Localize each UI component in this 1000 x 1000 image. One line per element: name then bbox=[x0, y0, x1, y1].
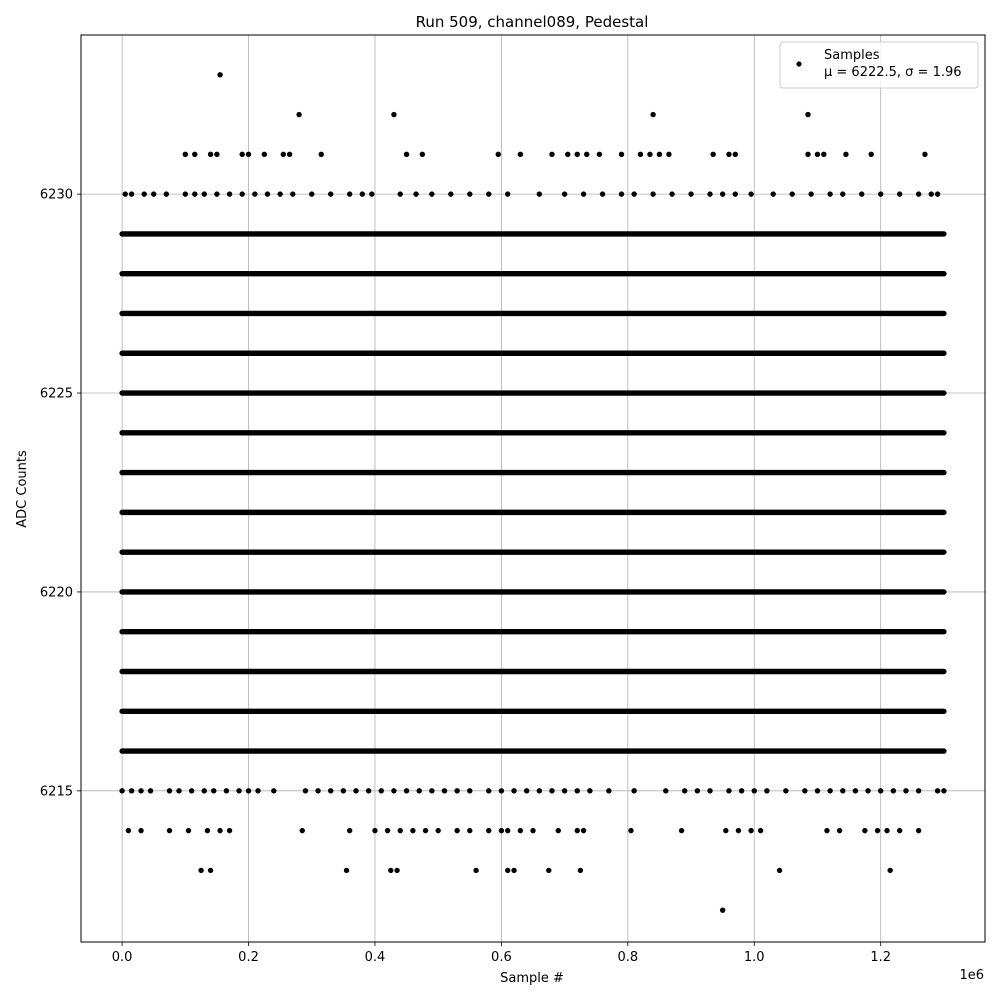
legend bbox=[780, 42, 978, 88]
data-point bbox=[587, 788, 592, 793]
data-point bbox=[404, 788, 409, 793]
x-axis-offset-label: 1e6 bbox=[959, 968, 984, 983]
data-point bbox=[628, 828, 633, 833]
data-points bbox=[119, 72, 946, 913]
data-point bbox=[537, 191, 542, 196]
data-point bbox=[789, 191, 794, 196]
data-point bbox=[736, 828, 741, 833]
data-point bbox=[303, 788, 308, 793]
data-point bbox=[710, 152, 715, 157]
data-point bbox=[388, 868, 393, 873]
data-point bbox=[748, 828, 753, 833]
data-point bbox=[328, 788, 333, 793]
data-point bbox=[202, 191, 207, 196]
data-point bbox=[429, 191, 434, 196]
data-point bbox=[328, 191, 333, 196]
data-point bbox=[575, 828, 580, 833]
data-point bbox=[353, 788, 358, 793]
grid-lines bbox=[81, 35, 985, 942]
data-point bbox=[341, 788, 346, 793]
data-point bbox=[865, 788, 870, 793]
x-tick-label: 0.6 bbox=[491, 950, 512, 965]
data-point bbox=[183, 152, 188, 157]
data-point bbox=[739, 788, 744, 793]
data-point bbox=[666, 152, 671, 157]
data-point bbox=[129, 788, 134, 793]
y-tick-label: 6225 bbox=[39, 386, 73, 402]
data-point bbox=[505, 191, 510, 196]
data-point bbox=[227, 828, 232, 833]
data-point bbox=[663, 788, 668, 793]
data-point bbox=[707, 191, 712, 196]
data-point bbox=[688, 191, 693, 196]
data-point bbox=[435, 828, 440, 833]
data-point bbox=[916, 788, 921, 793]
y-axis-ticks bbox=[40, 188, 81, 800]
data-point bbox=[922, 152, 927, 157]
data-point bbox=[843, 152, 848, 157]
y-axis-label: ADC Counts bbox=[15, 450, 30, 528]
data-point bbox=[240, 152, 245, 157]
data-point bbox=[869, 152, 874, 157]
data-point bbox=[344, 868, 349, 873]
data-point bbox=[530, 828, 535, 833]
data-point bbox=[290, 191, 295, 196]
data-point bbox=[448, 191, 453, 196]
data-point bbox=[255, 788, 260, 793]
data-point bbox=[935, 788, 940, 793]
data-point bbox=[875, 828, 880, 833]
data-point bbox=[619, 191, 624, 196]
plot-frame bbox=[81, 35, 985, 942]
data-point bbox=[916, 191, 921, 196]
data-point bbox=[189, 788, 194, 793]
data-point bbox=[758, 828, 763, 833]
data-point bbox=[707, 788, 712, 793]
data-point bbox=[935, 191, 940, 196]
data-point bbox=[236, 788, 241, 793]
data-point bbox=[369, 191, 374, 196]
x-tick-label: 1.0 bbox=[743, 950, 765, 965]
data-point bbox=[679, 828, 684, 833]
data-point bbox=[486, 788, 491, 793]
data-point bbox=[878, 191, 883, 196]
data-point bbox=[840, 788, 845, 793]
x-axis-ticks bbox=[112, 942, 891, 965]
data-point bbox=[214, 152, 219, 157]
data-point bbox=[824, 828, 829, 833]
data-point bbox=[575, 152, 580, 157]
data-point bbox=[281, 152, 286, 157]
data-point bbox=[319, 152, 324, 157]
chart-title: Run 509, channel089, Pedestal bbox=[415, 13, 649, 31]
data-point bbox=[119, 788, 124, 793]
data-point bbox=[650, 191, 655, 196]
data-point bbox=[695, 788, 700, 793]
data-point bbox=[777, 868, 782, 873]
data-point bbox=[638, 152, 643, 157]
data-point bbox=[505, 828, 510, 833]
data-point bbox=[176, 788, 181, 793]
data-point bbox=[584, 152, 589, 157]
data-point bbox=[217, 828, 222, 833]
data-point bbox=[473, 868, 478, 873]
data-point bbox=[347, 191, 352, 196]
data-point bbox=[123, 191, 128, 196]
data-point bbox=[808, 191, 813, 196]
data-point bbox=[372, 828, 377, 833]
data-point bbox=[549, 152, 554, 157]
data-point bbox=[398, 828, 403, 833]
data-point bbox=[581, 191, 586, 196]
data-point bbox=[631, 788, 636, 793]
y-tick-label: 6215 bbox=[39, 784, 73, 800]
data-point bbox=[853, 788, 858, 793]
data-point bbox=[486, 828, 491, 833]
data-point bbox=[837, 828, 842, 833]
data-point bbox=[581, 828, 586, 833]
x-tick-label: 0.8 bbox=[617, 950, 639, 965]
data-point bbox=[805, 112, 810, 117]
data-point bbox=[423, 828, 428, 833]
data-point bbox=[815, 152, 820, 157]
data-point bbox=[151, 191, 156, 196]
data-point bbox=[887, 868, 892, 873]
data-point bbox=[205, 828, 210, 833]
data-point bbox=[429, 788, 434, 793]
data-point bbox=[192, 191, 197, 196]
data-point bbox=[183, 191, 188, 196]
data-point bbox=[202, 788, 207, 793]
data-point bbox=[467, 828, 472, 833]
data-point bbox=[198, 868, 203, 873]
data-point bbox=[240, 191, 245, 196]
data-point bbox=[394, 868, 399, 873]
data-point bbox=[309, 191, 314, 196]
data-point bbox=[546, 868, 551, 873]
data-point bbox=[862, 828, 867, 833]
data-point bbox=[142, 191, 147, 196]
data-point bbox=[565, 152, 570, 157]
data-point bbox=[891, 788, 896, 793]
data-point bbox=[518, 828, 523, 833]
x-tick-label: 0.4 bbox=[364, 950, 386, 965]
data-point bbox=[467, 788, 472, 793]
data-point bbox=[752, 788, 757, 793]
data-point bbox=[827, 191, 832, 196]
data-point bbox=[404, 152, 409, 157]
data-point bbox=[821, 152, 826, 157]
data-point bbox=[511, 868, 516, 873]
data-point bbox=[164, 191, 169, 196]
data-point bbox=[224, 788, 229, 793]
data-point bbox=[897, 191, 902, 196]
data-point bbox=[597, 152, 602, 157]
data-point bbox=[720, 191, 725, 196]
data-point bbox=[271, 788, 276, 793]
x-axis-label: Sample # bbox=[500, 971, 564, 986]
data-point bbox=[929, 191, 934, 196]
data-point bbox=[287, 152, 292, 157]
data-point bbox=[726, 152, 731, 157]
data-point bbox=[379, 788, 384, 793]
data-point bbox=[454, 828, 459, 833]
data-point bbox=[208, 868, 213, 873]
data-point bbox=[682, 788, 687, 793]
data-point bbox=[413, 191, 418, 196]
data-point bbox=[815, 788, 820, 793]
data-point bbox=[296, 112, 301, 117]
data-point bbox=[748, 191, 753, 196]
legend-entry-name: Samples bbox=[824, 48, 880, 63]
data-point bbox=[556, 828, 561, 833]
data-point bbox=[391, 788, 396, 793]
data-point bbox=[385, 828, 390, 833]
data-point bbox=[669, 191, 674, 196]
data-point bbox=[366, 788, 371, 793]
data-point bbox=[562, 788, 567, 793]
legend-marker bbox=[796, 61, 801, 66]
data-point bbox=[562, 191, 567, 196]
data-point bbox=[454, 788, 459, 793]
data-point bbox=[442, 788, 447, 793]
data-point bbox=[420, 152, 425, 157]
data-point bbox=[252, 191, 257, 196]
y-tick-label: 6220 bbox=[39, 585, 73, 601]
data-point bbox=[518, 152, 523, 157]
data-point bbox=[217, 72, 222, 77]
data-point bbox=[262, 152, 267, 157]
data-point bbox=[499, 828, 504, 833]
data-point bbox=[208, 152, 213, 157]
x-tick-label: 0.2 bbox=[238, 950, 259, 965]
data-point bbox=[511, 788, 516, 793]
data-point bbox=[840, 191, 845, 196]
data-point bbox=[496, 152, 501, 157]
y-tick-label: 6230 bbox=[39, 187, 73, 203]
data-point bbox=[524, 788, 529, 793]
data-point bbox=[486, 191, 491, 196]
data-point bbox=[214, 191, 219, 196]
data-point bbox=[783, 788, 788, 793]
data-point bbox=[537, 788, 542, 793]
data-point bbox=[467, 191, 472, 196]
data-point bbox=[246, 152, 251, 157]
data-point bbox=[884, 828, 889, 833]
data-point bbox=[410, 828, 415, 833]
data-point bbox=[903, 788, 908, 793]
data-point bbox=[733, 191, 738, 196]
data-point bbox=[733, 152, 738, 157]
data-point bbox=[827, 788, 832, 793]
data-point bbox=[246, 788, 251, 793]
data-point bbox=[126, 828, 131, 833]
data-point bbox=[148, 788, 153, 793]
legend-entry-stats: μ = 6222.5, σ = 1.96 bbox=[824, 65, 962, 80]
data-point bbox=[167, 788, 172, 793]
data-point bbox=[897, 828, 902, 833]
data-point bbox=[606, 788, 611, 793]
data-point bbox=[398, 191, 403, 196]
data-point bbox=[771, 191, 776, 196]
data-point bbox=[391, 112, 396, 117]
data-point bbox=[802, 788, 807, 793]
data-point bbox=[619, 152, 624, 157]
data-point bbox=[300, 828, 305, 833]
data-point bbox=[878, 788, 883, 793]
data-point bbox=[211, 788, 216, 793]
data-point bbox=[549, 788, 554, 793]
data-point bbox=[600, 191, 605, 196]
data-point bbox=[227, 191, 232, 196]
data-point bbox=[505, 868, 510, 873]
data-point bbox=[578, 868, 583, 873]
data-point bbox=[186, 828, 191, 833]
data-point bbox=[726, 788, 731, 793]
data-point bbox=[647, 152, 652, 157]
data-point bbox=[859, 191, 864, 196]
data-point bbox=[764, 788, 769, 793]
data-point bbox=[265, 191, 270, 196]
data-point bbox=[167, 828, 172, 833]
data-point bbox=[650, 112, 655, 117]
data-point bbox=[192, 152, 197, 157]
data-point bbox=[720, 907, 725, 912]
data-point bbox=[347, 828, 352, 833]
data-point bbox=[138, 828, 143, 833]
x-tick-label: 1.2 bbox=[870, 950, 892, 965]
data-point bbox=[941, 788, 946, 793]
data-point bbox=[631, 191, 636, 196]
data-point bbox=[315, 788, 320, 793]
data-point bbox=[277, 191, 282, 196]
data-point bbox=[575, 788, 580, 793]
data-point bbox=[138, 788, 143, 793]
data-point bbox=[916, 828, 921, 833]
data-point bbox=[723, 828, 728, 833]
data-point bbox=[129, 191, 134, 196]
data-point bbox=[657, 152, 662, 157]
x-tick-label: 0.0 bbox=[111, 950, 133, 965]
data-point bbox=[805, 152, 810, 157]
data-point bbox=[499, 788, 504, 793]
data-point bbox=[417, 788, 422, 793]
data-point bbox=[360, 191, 365, 196]
